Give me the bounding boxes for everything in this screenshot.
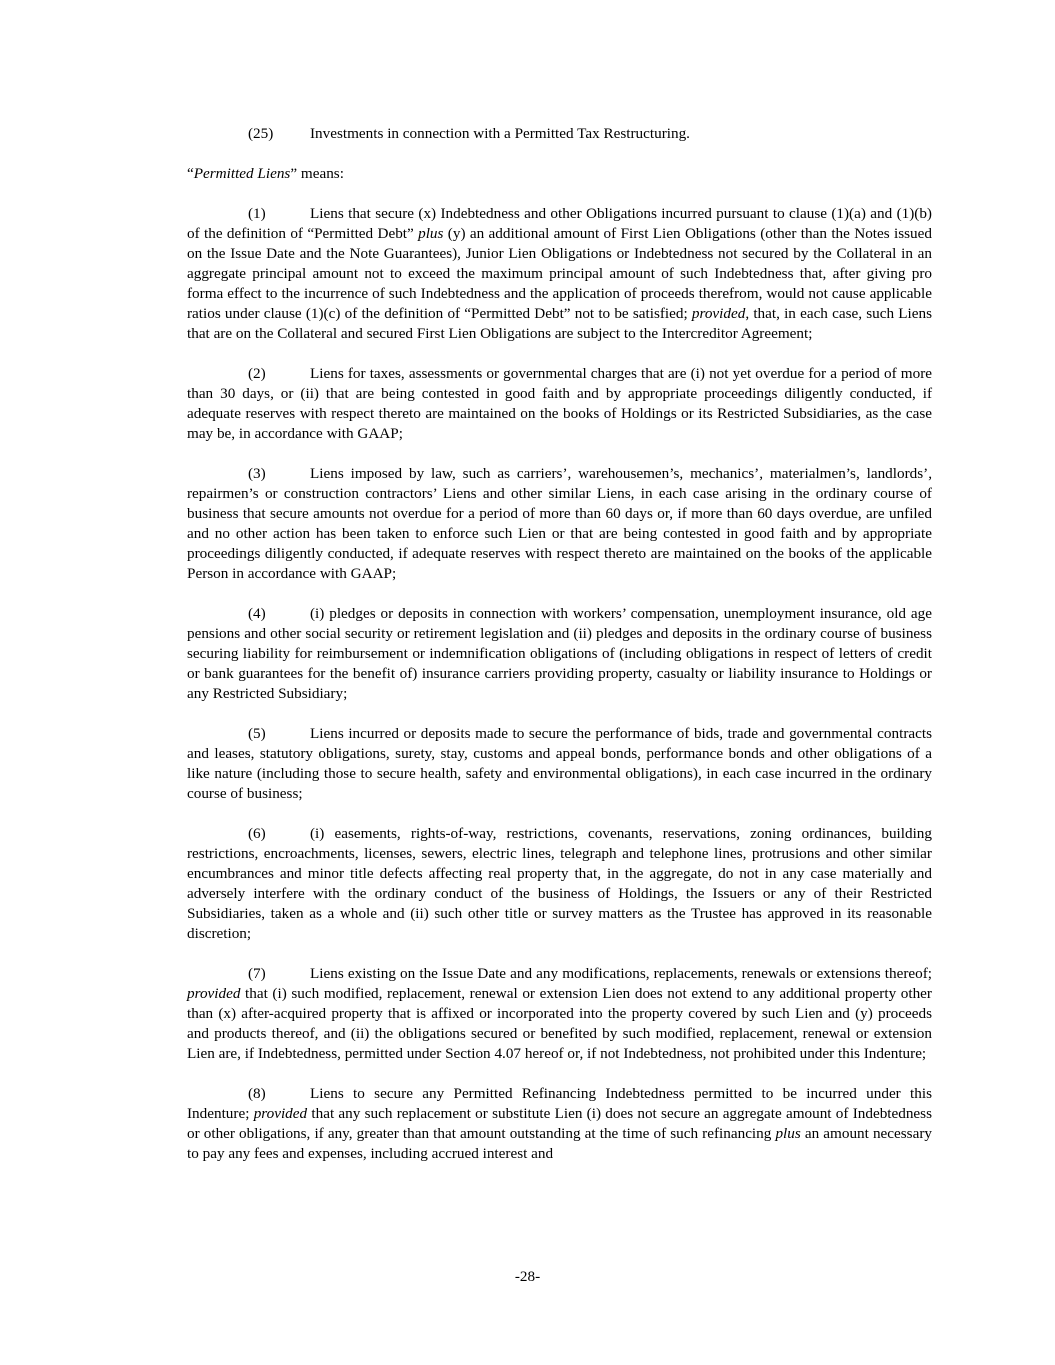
clause-number: (8) (248, 1085, 266, 1102)
clause-6 (187, 824, 932, 944)
item-text: Investments in connection with a Permitted Tax Restructuring. (310, 125, 690, 142)
clause-text: , that, in each case, such Liens that are on the Collateral and secured First Lien Obligations are subject to the Intercreditor Agreement; (187, 305, 932, 342)
page-number: -28- (514, 1268, 541, 1285)
clause-text: Liens for taxes, assessments or governmental charges that are (i) not yet overdue for a period of more than 30 days, or (ii) that are being contested in good faith and by appropriate proceedings diligently conducted, if adequate reserves with respect thereto are maintained on the books of Holdings or its Restricted Subsidiaries, as the case may be, in accordance with GAAP; (187, 365, 932, 442)
clause-number: (3) (248, 465, 266, 482)
clause-text: Liens existing on the Issue Date and any modifications, replacements, renewals or extensions thereof; (310, 965, 932, 982)
clause-text: an amount necessary to pay any fees and expenses, including accrued interest and (187, 1125, 932, 1162)
clause-number: (6) (248, 825, 266, 842)
definition-heading (187, 164, 932, 184)
definition-suffix: ” means: (290, 165, 344, 182)
item-number: (25) (248, 125, 274, 142)
clause-text: Liens to secure any Permitted Refinancing Indebtedness permitted to be incurred under this Indenture; (187, 1085, 932, 1122)
clause-italic: provided (691, 305, 746, 322)
clause-3 (187, 464, 932, 584)
item-25 (187, 124, 932, 144)
clause-2 (187, 364, 932, 444)
clause-8 (187, 1084, 932, 1164)
clause-number: (7) (248, 965, 266, 982)
clause-5 (187, 724, 932, 804)
clause-text: that (i) such modified, replacement, renewal or extension Lien does not extend to any additional property other than (x) after-acquired property that is affixed or incorporated into the property covered by such Lien and (y) proceeds and products thereof, and (ii) the obligations secured or benefited by such modified, replacement, renewal or extension Lien are, if Indebtedness, permitted under Section 4.07 hereof or, if not Indebtedness, not prohibited under this Indenture; (187, 985, 932, 1062)
clause-7 (187, 964, 932, 1064)
document-page (187, 124, 932, 1184)
clause-italic: plus (775, 1125, 801, 1142)
clause-text: (y) an additional amount of First Lien Obligations (other than the Notes issued on the Issue Date and the Note Guarantees), Junior Lien Obligations or Indebtedness not secured by the Collateral in an aggregate principal amount not to exceed the maximum principal amount of such Indebtedness that, after giving pro forma effect to the incurrence of such Indebtedness and the application of proceeds therefrom, would not cause applicable ratios under clause (1)(c) of the definition of “Permitted Debt” not to be satisfied; (187, 225, 932, 322)
clause-number: (4) (248, 605, 266, 622)
clause-number: (1) (248, 205, 266, 222)
clause-text: (i) pledges or deposits in connection with workers’ compensation, unemployment insurance, old age pensions and other social security or retirement legislation and (ii) pledges and deposits in the ordinary course of business securing liability for reimbursement or indemnification obligations of (including obligations in respect of letters of credit or bank guarantees for the benefit of) insurance carriers providing property, casualty or liability insurance to Holdings or any Restricted Subsidiary; (187, 605, 932, 702)
clause-number: (2) (248, 365, 266, 382)
clause-text: that any such replacement or substitute Lien (i) does not secure an aggregate amount of Indebtedness or other obligations, if any, greater than that amount outstanding at the time of such refinancing (187, 1105, 932, 1142)
clause-text: Liens imposed by law, such as carriers’, warehousemen’s, mechanics’, materialmen’s, landlords’, repairmen’s or construction contractors’ Liens and other similar Liens, in each case arising in the ordinary course of business that secure amounts not overdue for a period of more than 60 days or, if more than 60 days overdue, are unfiled and no other action has been taken to enforce such Lien or that are being contested in good faith and by appropriate proceedings diligently conducted, if adequate reserves with respect thereto are maintained on the books of the applicable Person in accordance with GAAP; (187, 465, 932, 582)
clause-4 (187, 604, 932, 704)
clause-italic: plus (418, 225, 444, 242)
clause-text: Liens incurred or deposits made to secure the performance of bids, trade and governmental contracts and leases, statutory obligations, surety, stay, customs and appeal bonds, performance bonds and other obligations of a like nature (including those to secure health, safety and environmental obligations), in each case incurred in the ordinary course of business; (187, 725, 932, 802)
clause-italic: provided (253, 1105, 308, 1122)
clause-1 (187, 204, 932, 344)
defined-term: Permitted Liens (193, 165, 291, 182)
open-quote: “ (187, 165, 194, 182)
clause-text: Liens that secure (x) Indebtedness and other Obligations incurred pursuant to clause (1)(a) and (1)(b) of the definition of “Permitted Debt” (187, 205, 932, 242)
clause-text: (i) easements, rights-of-way, restrictions, covenants, reservations, zoning ordinances, building restrictions, encroachments, licenses, sewers, electric lines, telegraph and telephone lines, protrusions and other similar encumbrances and minor title defects affecting real property that, in the aggregate, do not in any case materially and adversely interfere with the ordinary conduct of the business of Holdings, the Issuers or any of their Restricted Subsidiaries, taken as a whole and (ii) such other title or survey matters as the Trustee has approved in its reasonable discretion; (187, 825, 932, 942)
clause-number: (5) (248, 725, 266, 742)
clause-italic: provided (187, 985, 241, 1002)
